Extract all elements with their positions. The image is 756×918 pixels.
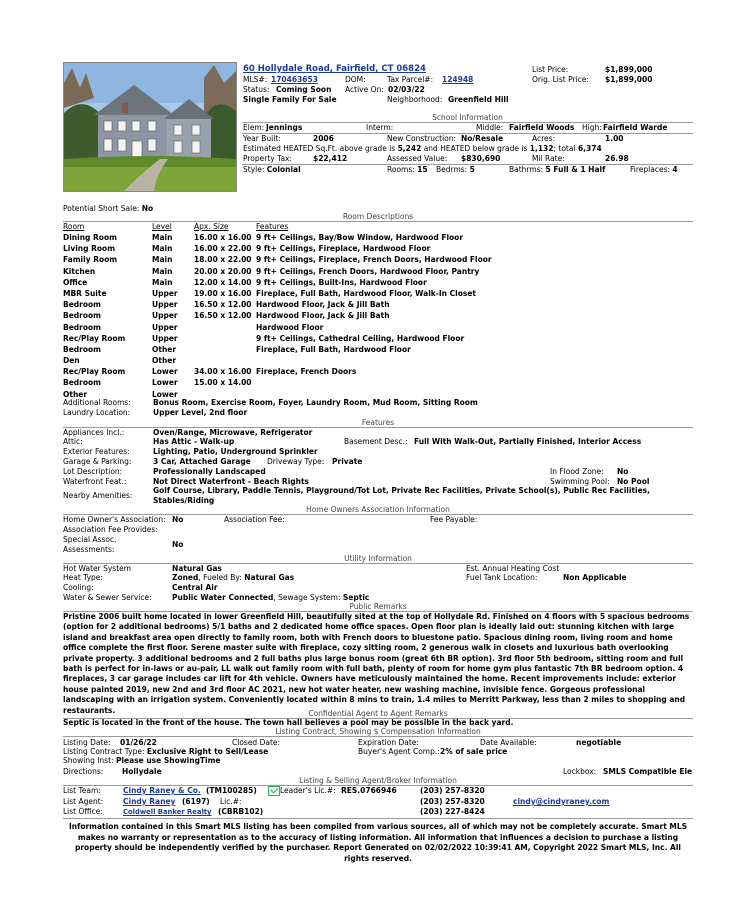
pool-value: No Pool	[617, 477, 650, 486]
confidential-text: Septic is located in the front of the house. The town hall believes a pool may be possible in the back yard.	[63, 718, 514, 727]
lockbox-value: SMLS Compatible Ele	[603, 767, 693, 776]
room-name: Bedroom	[63, 300, 101, 310]
list-agent-label: List Agent:	[63, 797, 104, 806]
room-size: 16.50 x 12.00	[194, 311, 252, 321]
acres-value: 1.00	[605, 134, 624, 143]
table-row	[63, 244, 693, 255]
active-on-value: 02/03/22	[388, 85, 425, 94]
room-features: 9 ft+ Ceilings, Built-Ins, Hardwood Floor	[256, 277, 427, 287]
appliances-value: Oven/Range, Microwave, Refrigerator	[153, 428, 313, 437]
room-size: 16.00 x 16.00	[194, 233, 252, 242]
year-built-label: Year Built:	[243, 134, 281, 143]
basement-label: Basement Desc.:	[344, 437, 408, 446]
divider	[63, 818, 693, 819]
driveway-value: Private	[332, 457, 363, 466]
high-label: High:	[582, 123, 602, 132]
fueled-by-value: Natural Gas	[244, 573, 295, 582]
confidential-section-title: Confidential Agent to Agent Remarks	[63, 709, 693, 719]
waterfront-value: Not Direct Waterfront - Beach Rights	[153, 477, 310, 486]
basement-value: Full With Walk-Out, Partially Finished, Interior Access	[414, 437, 642, 446]
room-level: Other	[152, 344, 177, 354]
sqft-text-2: and HEATED below grade is	[423, 144, 528, 153]
room-name: Family Room	[63, 255, 118, 265]
bathrms-line	[509, 165, 605, 175]
status-value: Coming Soon	[276, 85, 332, 94]
list-agent-id: (6197)	[182, 797, 210, 806]
short-sale-value: No	[141, 204, 154, 213]
table-row	[63, 278, 693, 289]
showing-line	[63, 756, 221, 766]
room-name: Rec/Play Room	[63, 367, 126, 377]
col-room-header: Room	[63, 222, 85, 231]
list-team-id: (TM100285)	[206, 786, 257, 795]
special-assoc-label-2: Assessments:	[63, 545, 115, 554]
room-features: 9 ft+ Ceilings, French Doors, Hardwood Floor, Pantry	[256, 266, 480, 276]
sqft-below: 1,132	[529, 144, 554, 153]
hot-water-value: Natural Gas	[172, 564, 222, 573]
listing-date-value: 01/26/22	[120, 738, 157, 747]
room-features: 9 ft+ Ceilings, Bay/Bow Window, Hardwood Floor	[256, 233, 464, 242]
room-name: Rec/Play Room	[63, 333, 126, 343]
contract-type-value: Exclusive Right to Sell/Lease	[146, 747, 269, 756]
rooms-body	[63, 233, 693, 401]
table-row	[63, 311, 693, 322]
special-assoc-label-1: Special Assoc.	[63, 535, 117, 544]
lot-value: Professionally Landscaped	[153, 467, 266, 476]
attic-value: Has Attic - Walk-up	[153, 437, 235, 446]
bedrms-line	[436, 165, 475, 175]
hoa-section-title: Home Owners Association Information	[63, 505, 693, 515]
room-size: 20.00 x 20.00	[194, 266, 252, 276]
list-office-link[interactable]: Coldwell Banker Realty	[123, 808, 212, 816]
listing-date-label: Listing Date:	[63, 738, 111, 747]
dom-label: DOM:	[345, 75, 366, 84]
room-name: Den	[63, 356, 80, 366]
amenities-value-line-1: Golf Course, Library, Paddle Tennis, Playground/Tot Lot, Private Rec Facilities, Private School(s), Public Rec Facilities,	[153, 486, 650, 495]
table-row	[63, 367, 693, 378]
room-features: 9 ft+ Ceilings, Fireplace, French Doors, Hardwood Floor	[256, 255, 492, 265]
room-size: 15.00 x 14.00	[194, 378, 252, 388]
property-type: Single Family For Sale	[243, 95, 337, 104]
school-section-title: School Information	[242, 113, 693, 123]
sqft-line	[243, 144, 602, 154]
room-level: Upper	[152, 333, 178, 343]
pool-label: Swimming Pool:	[550, 477, 610, 486]
assessed-label: Assessed Value:	[387, 154, 448, 163]
buyer-comp-label: Buyer's Agent Comp.:	[358, 747, 440, 756]
sqft-text-3: ; total	[553, 144, 576, 153]
room-level: Main	[152, 255, 173, 265]
tax-value: $22,412	[313, 154, 348, 163]
utility-section-title: Utility Information	[63, 554, 693, 564]
col-features-header: Features	[256, 222, 289, 231]
table-row	[63, 233, 693, 244]
room-name: MBR Suite	[63, 288, 107, 298]
new-construction-value: No/Resale	[461, 134, 504, 143]
fuel-tank-label: Fuel Tank Location:	[466, 573, 538, 582]
flood-value: No	[617, 467, 629, 476]
middle-label: Middle:	[476, 123, 504, 132]
list-price: $1,899,000	[605, 65, 653, 74]
table-row	[63, 289, 693, 300]
tax-label: Property Tax:	[243, 154, 293, 163]
showing-value: Please use ShowingTime	[115, 756, 221, 765]
table-row	[63, 267, 693, 278]
appliances-label: Appliances Incl.:	[63, 428, 125, 437]
style-label: Style:	[243, 165, 265, 174]
garage-value: 3 Car, Attached Garage	[153, 457, 251, 466]
leader-lic-value: RES.0766946	[341, 786, 397, 795]
room-level: Main	[152, 244, 173, 254]
interm-label: Interm:	[366, 123, 394, 132]
hot-water-label: Hot Water System	[63, 564, 132, 573]
room-size: 18.00 x 22.00	[194, 255, 252, 265]
laundry-label: Laundry Location:	[63, 408, 131, 417]
office-phone: (203) 227-8424	[420, 807, 485, 816]
fueled-by-label: , Fueled By:	[198, 573, 242, 582]
room-features: 9 ft+ Ceilings, Fireplace, Hardwood Floor	[256, 244, 431, 254]
buyer-comp-value: 2% of sale price	[440, 747, 508, 756]
contract-section-title: Listing Contract, Showing $ Compensation Information	[63, 727, 693, 737]
mls-number-link[interactable]: 170463653	[271, 75, 318, 84]
bathrms-label: Bathrms:	[509, 165, 544, 174]
list-office-id: (CBRB102)	[218, 807, 264, 816]
team-phone: (203) 257-8320	[420, 786, 485, 795]
room-features: Fireplace, French Doors	[256, 367, 357, 377]
year-built-value: 2006	[313, 134, 334, 143]
room-name: Bedroom	[63, 322, 101, 332]
additional-rooms-label: Additional Rooms:	[63, 398, 131, 407]
list-agent-link[interactable]: Cindy Raney	[123, 797, 176, 806]
expiration-date-label: Expiration Date:	[358, 738, 419, 747]
table-row	[63, 323, 693, 334]
table-row	[63, 300, 693, 311]
room-level: Other	[152, 356, 177, 366]
room-size: 34.00 x 16.00	[194, 367, 252, 377]
garage-label: Garage & Parking:	[63, 457, 132, 466]
property-photo	[63, 62, 237, 192]
orig-price-label: Orig. List Price:	[532, 75, 589, 84]
features-section-title: Features	[63, 418, 693, 428]
bedrms-label: Bedrms:	[436, 165, 468, 174]
fee-payable-label: Fee Payable:	[430, 515, 478, 524]
room-name: Kitchen	[63, 266, 96, 276]
exterior-value: Lighting, Patio, Underground Sprinkler	[153, 447, 318, 456]
room-name: Bedroom	[63, 344, 101, 354]
exterior-label: Exterior Features:	[63, 447, 130, 456]
acres-label: Acres:	[532, 134, 556, 143]
room-name: Other	[63, 389, 88, 399]
room-level: Upper	[152, 288, 178, 298]
heat-type-value: Zoned	[172, 573, 199, 582]
fuel-tank-value: Non Applicable	[563, 573, 627, 582]
orig-price: $1,899,000	[605, 75, 653, 84]
room-name: Office	[63, 277, 88, 287]
list-team-label: List Team:	[63, 786, 101, 795]
special-assoc-value: No	[172, 540, 184, 549]
amenities-label: Nearby Amenities:	[63, 491, 133, 500]
room-features: Hardwood Floor, Jack & Jill Bath	[256, 300, 390, 310]
elem-label: Elem:	[243, 123, 265, 132]
room-name: Bedroom	[63, 311, 101, 321]
rooms-line	[387, 165, 428, 175]
hoa-label: Home Owner's Association:	[63, 515, 166, 524]
tax-parcel-link[interactable]: 124948	[442, 75, 474, 84]
room-features: Hardwood Floor, Jack & Jill Bath	[256, 311, 390, 321]
list-office-label: List Office:	[63, 807, 103, 816]
date-available-value: negotiable	[576, 738, 622, 747]
table-row	[63, 255, 693, 266]
room-features: Fireplace, Full Bath, Hardwood Floor	[256, 344, 411, 354]
room-size: 12.00 x 14.00	[194, 277, 252, 287]
room-level: Upper	[152, 311, 178, 321]
directions-value: Hollydale	[122, 767, 162, 776]
sqft-total: 6,374	[577, 144, 602, 153]
room-level: Lower	[152, 367, 178, 377]
directions-label: Directions:	[63, 767, 104, 776]
additional-rooms-line	[63, 398, 131, 408]
rooms-value: 15	[417, 165, 428, 174]
short-sale-label: Potential Short Sale:	[63, 204, 140, 213]
rooms-header-row	[63, 222, 693, 233]
leader-lic-label: Leader's Lic.#:	[280, 786, 336, 795]
col-level-header: Level	[152, 222, 172, 231]
room-level: Upper	[152, 300, 178, 310]
public-remarks-text: Pristine 2006 built home located in lower Greenfield Hill, beautifully sited at the top of Hollydale Rd. Finished on 4 floors with 5 spacious bedrooms (option for 2 additional bedrooms) 5/1 baths and 2 dedicated home office spaces. Open floor plan is ideally laid out: stunning kitchen with large island and breakfast area open directly to family room, both with French doors to bluestone patio. Spacious dining room, living room and home office complete the first floor. Serene master suite with fireplace, cozy sitting room, 2 generous walk in closets and luxurious bath overlooking private property. 3 additional bedrooms and 2 full baths plus large bonus room (great 6th BR option). 3rd floor 5th bedroom, sitting room and full bath is perfect for in-laws or au-pair, LL walk out family room with full bath, plenty of room for home gym plus fantastic 7th BR bedroom option. 4 fireplaces, 3 car garage includes car lift for 4th vehicle. Owners have meticulously maintained the home. Recent improvements include: exterior house painted 2019, new 2nd and 3rd floor AC 2021, new hot water heater, new washing machine, invisible fence. Gorgeous professional landscaping with an irrigation system. Conveniently located within 8 mins to train, 1.4 miles to Merritt Parkway, less than 2 miles to shopping and restaurants.	[63, 612, 690, 715]
room-level: Main	[152, 277, 173, 287]
flood-label: In Flood Zone:	[550, 467, 604, 476]
status-label: Status:	[243, 85, 270, 94]
high-value: Fairfield Warde	[603, 123, 668, 132]
room-level: Upper	[152, 322, 178, 332]
rooms-label: Rooms:	[387, 165, 415, 174]
col-size-header: Apx. Size	[194, 222, 229, 231]
fireplaces-value: 4	[672, 165, 678, 174]
cooling-value: Central Air	[172, 583, 218, 592]
agent-lic-label: Lic.#:	[220, 797, 242, 806]
heating-cost-label: Est. Annual Heating Cost	[466, 564, 560, 573]
amenities-value-line-2: Stables/Riding	[153, 496, 215, 505]
sewage-label: , Sewage System:	[273, 593, 341, 602]
table-row	[63, 356, 693, 367]
room-level: Lower	[152, 389, 178, 399]
middle-value: Fairfield Woods	[509, 123, 575, 132]
hoa-value: No	[172, 515, 184, 524]
table-row	[63, 334, 693, 345]
assessed-value: $830,690	[461, 154, 501, 163]
table-row	[63, 378, 693, 389]
heat-type-line	[172, 573, 294, 583]
driveway-label: Driveway Type:	[267, 457, 325, 466]
list-price-label: List Price:	[532, 65, 569, 74]
new-construction-label: New Construction:	[387, 134, 457, 143]
date-available-label: Date Available:	[480, 738, 537, 747]
bedrms-value: 5	[469, 165, 475, 174]
heat-type-label: Heat Type:	[63, 573, 103, 582]
sqft-above: 5,242	[397, 144, 422, 153]
rooms-table	[63, 222, 693, 401]
room-name: Dining Room	[63, 233, 117, 242]
room-level: Main	[152, 266, 173, 276]
showing-label: Showing Inst:	[63, 756, 114, 765]
neighborhood-value: Greenfield Hill	[448, 95, 509, 104]
additional-rooms-value: Bonus Room, Exercise Room, Foyer, Laundry Room, Mud Room, Sitting Room	[153, 398, 478, 407]
rooms-section-title: Room Descriptions	[63, 212, 693, 222]
room-name: Living Room	[63, 244, 116, 254]
disclaimer-footer: Information contained in this Smart MLS listing has been compiled from various sources, all of which may not be completely accurate. Smart MLS makes no warranty or representation as to the accuracy of listing information. All information that influences a decision to purchase a listing property should be independently verified by the purchaser. Report Generated on 02/02/2022 10:39:41 AM, Copyright 2022 Smart MLS, Inc. All rights reserved.	[68, 822, 688, 863]
room-level: Lower	[152, 378, 178, 388]
water-value: Public Water Connected	[172, 593, 274, 602]
bathrms-value: 5 Full & 1 Half	[545, 165, 606, 174]
room-size: 19.00 x 16.00	[194, 288, 252, 298]
lockbox-label: Lockbox:	[563, 767, 597, 776]
lot-label: Lot Description:	[63, 467, 123, 476]
fireplaces-line	[630, 165, 678, 175]
neighborhood-label: Neighborhood:	[387, 95, 443, 104]
room-features: 9 ft+ Ceilings, Cathedral Ceiling, Hardwood Floor	[256, 333, 465, 343]
sqft-text-1: Estimated HEATED Sq.Ft. above grade is	[243, 144, 396, 153]
contract-type-label: Listing Contract Type:	[63, 747, 145, 756]
agent-email-link[interactable]: cindy@cindyraney.com	[513, 797, 610, 806]
list-team-link[interactable]: Cindy Raney & Co.	[123, 786, 201, 795]
room-size: 16.50 x 12.00	[194, 300, 252, 310]
elem-value: Jennings	[266, 123, 303, 132]
laundry-value: Upper Level, 2nd floor	[153, 408, 248, 417]
water-label: Water & Sewer Service:	[63, 593, 152, 602]
room-size: 16.00 x 22.00	[194, 244, 252, 254]
closed-date-label: Closed Date:	[232, 738, 281, 747]
active-on-label: Active On:	[345, 85, 384, 94]
room-features: Hardwood Floor	[256, 322, 324, 332]
room-features: Fireplace, Full Bath, Hardwood Floor, Walk-In Closet	[256, 288, 476, 298]
cooling-label: Cooling:	[63, 583, 94, 592]
style-line	[243, 165, 301, 175]
mil-value: 26.98	[605, 154, 629, 163]
style-value: Colonial	[266, 165, 301, 174]
assoc-fee-label: Association Fee:	[224, 515, 285, 524]
room-name: Bedroom	[63, 378, 101, 388]
mil-label: Mil Rate:	[532, 154, 565, 163]
sewage-value: Septic	[342, 593, 370, 602]
agent-section-title: Listing & Selling Agent/Broker Information	[63, 776, 693, 786]
agent-phone: (203) 257-8320	[420, 797, 485, 806]
table-row	[63, 345, 693, 356]
attic-label: Attic:	[63, 437, 83, 446]
public-remarks-section-title: Public Remarks	[63, 602, 693, 612]
room-level: Main	[152, 233, 173, 242]
address-link[interactable]: 60 Hollydale Road, Fairfield, CT 06824	[243, 64, 426, 74]
tax-parcel-label: Tax Parcel#:	[387, 75, 434, 84]
waterfront-label: Waterfront Feat.:	[63, 477, 127, 486]
fireplaces-label: Fireplaces:	[630, 165, 670, 174]
fee-provides-label: Association Fee Provides:	[63, 525, 158, 534]
mls-label: MLS#:	[243, 75, 268, 84]
